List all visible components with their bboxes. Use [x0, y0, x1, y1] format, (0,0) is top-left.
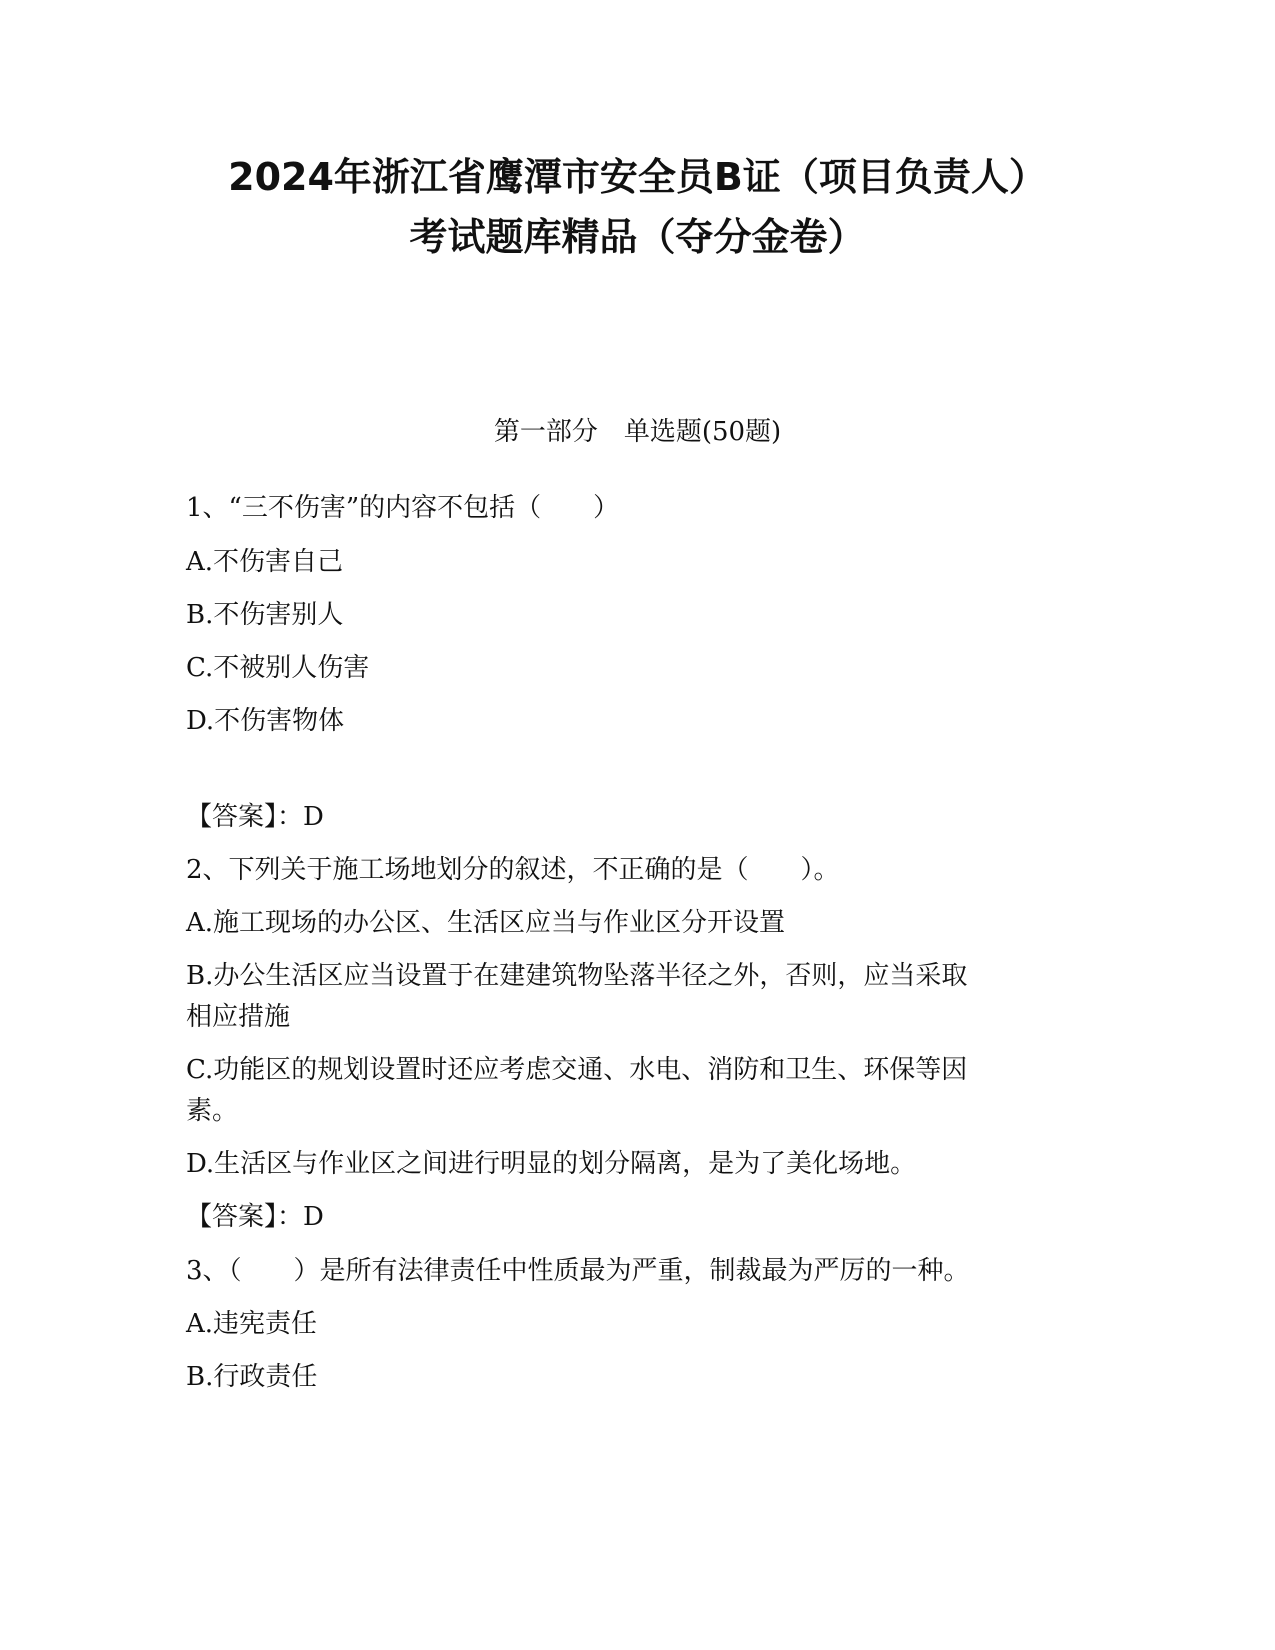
question-3-option-b: B.行政责任 [186, 1362, 318, 1392]
question-1-option-d: D.不伤害物体 [186, 706, 345, 736]
question-1-option-a: A.不伤害自己 [186, 547, 344, 577]
section-heading: 第一部分 单选题(50题) [493, 417, 782, 447]
question-2-answer: 【答案】：D [186, 1202, 324, 1232]
document-title-line-2: 考试题库精品（夺分金卷） [409, 215, 866, 259]
question-3-option-a: A.违宪责任 [186, 1309, 318, 1339]
question-1-option-c: C.不被别人伤害 [186, 653, 370, 683]
question-2-option-d: D.生活区与作业区之间进行明显的划分隔离，是为了美化场地。 [186, 1149, 917, 1179]
question-2-option-b-continued: 相应措施 [186, 1002, 291, 1032]
question-1-stem: 1、“三不伤害”的内容不包括（ ） [186, 493, 620, 523]
question-2-stem: 2、下列关于施工场地划分的叙述，不正确的是（ ）。 [186, 855, 840, 885]
question-2-option-c: C.功能区的规划设置时还应考虑交通、水电、消防和卫生、环保等因 [186, 1055, 968, 1085]
question-3-stem: 3、（ ）是所有法律责任中性质最为严重，制裁最为严厉的一种。 [186, 1256, 970, 1286]
document-title-line-1: 2024年浙江省鹰潭市安全员B证（项目负责人） [228, 155, 1047, 199]
question-2-option-b: B.办公生活区应当设置于在建建筑物坠落半径之外，否则，应当采取 [186, 961, 968, 991]
question-2-option-c-continued: 素。 [186, 1096, 239, 1126]
question-1-option-b: B.不伤害别人 [186, 600, 344, 630]
question-1-answer: 【答案】：D [186, 802, 324, 832]
question-2-option-a: A.施工现场的办公区、生活区应当与作业区分开设置 [186, 908, 786, 938]
